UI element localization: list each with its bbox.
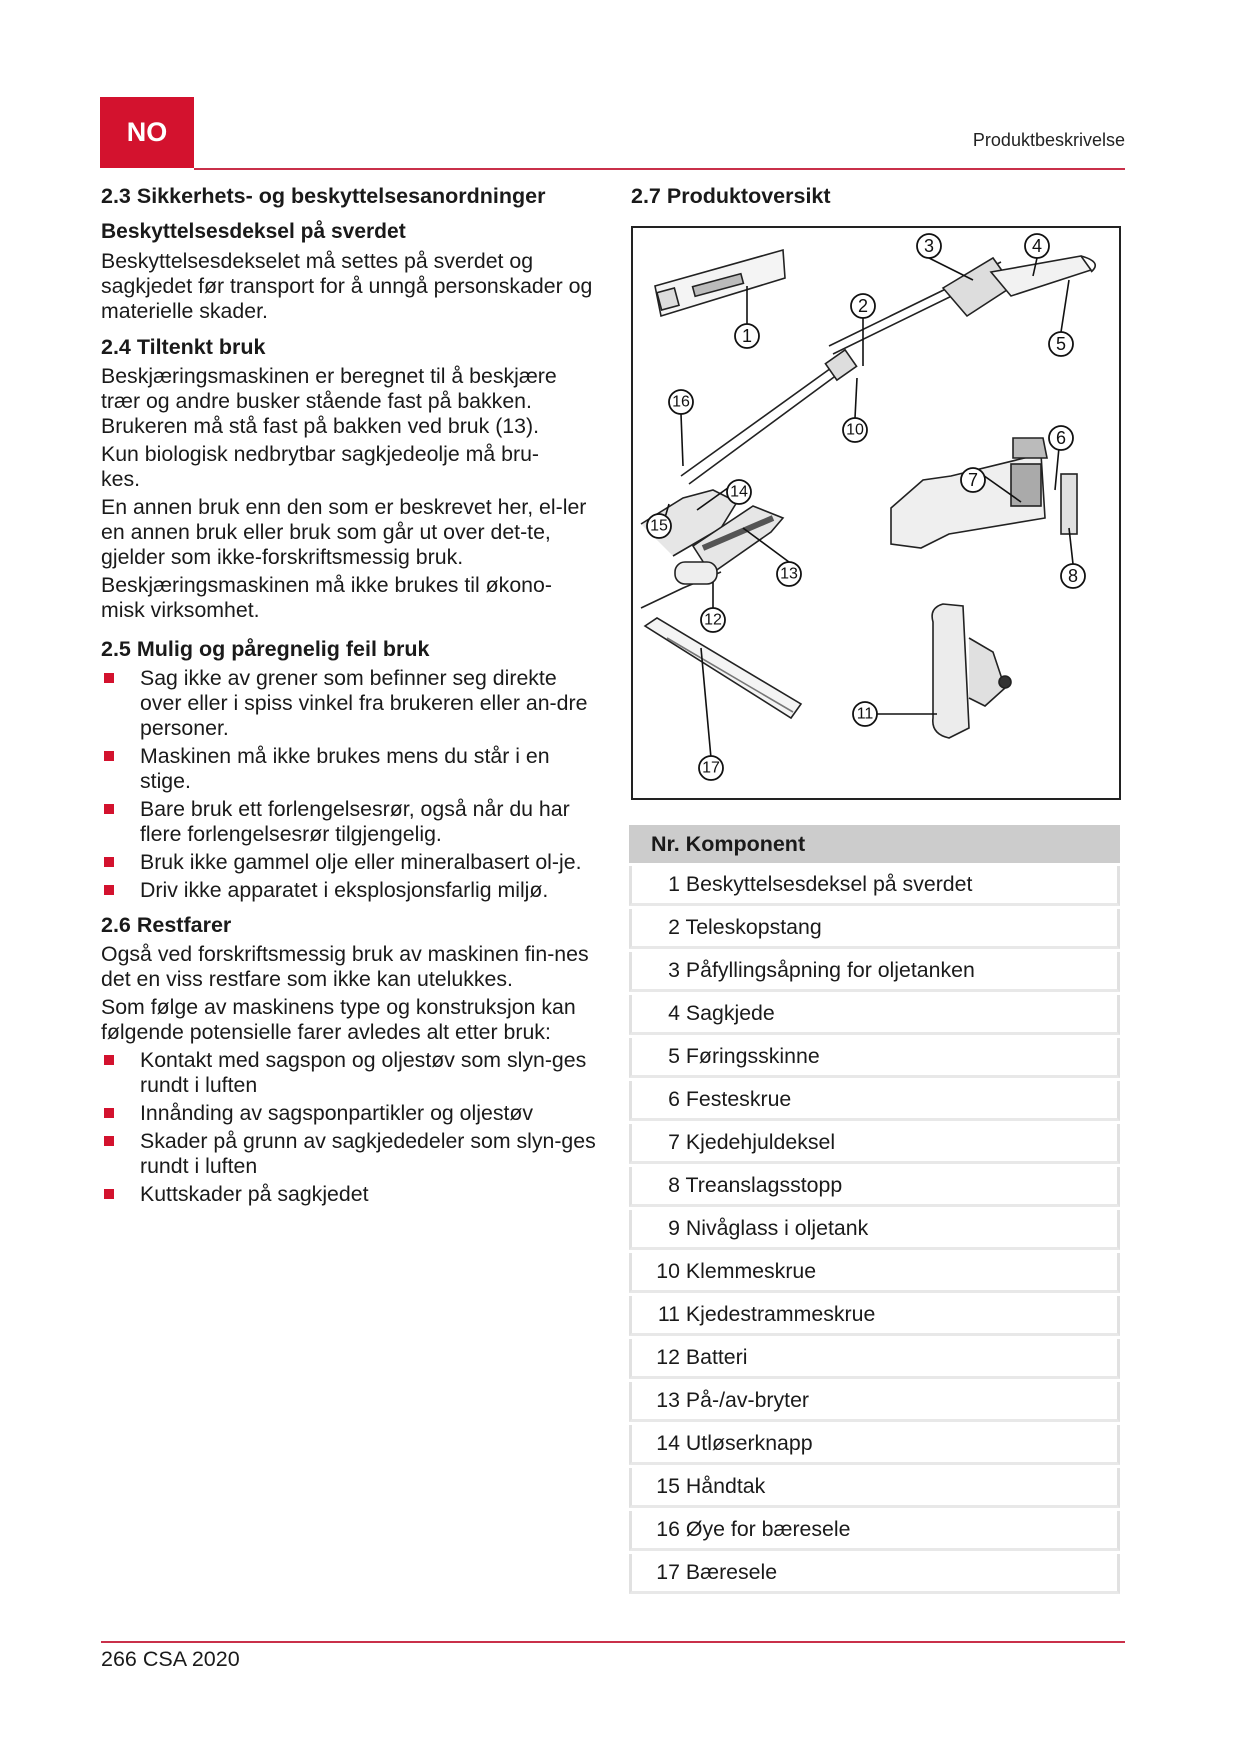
heading-2-4: 2.4 Tiltenkt bruk xyxy=(101,335,266,359)
residual-list xyxy=(101,1048,601,1207)
table-row xyxy=(629,909,1120,949)
callout-8 xyxy=(1061,564,1085,588)
svg-text:7: 7 xyxy=(967,470,979,490)
list-item: Maskinen må ikke brukes mens du står i en stige. xyxy=(101,744,601,794)
component-number: 9 xyxy=(668,1216,680,1240)
callout-5 xyxy=(1049,332,1073,356)
component-name: Festeskrue xyxy=(685,1087,792,1111)
list-item: Innånding av sagsponpartikler og oljestøv xyxy=(101,1101,601,1126)
component-number: 16 xyxy=(656,1517,680,1541)
paragraph-residual-2: Som følge av maskinens type og konstruksjon kan følgende potensielle farer avledes alt etter bruk: xyxy=(101,995,576,1044)
svg-text:13: 13 xyxy=(780,565,798,583)
heading-2-6: 2.6 Restfarer xyxy=(101,913,232,937)
component-number: 7 xyxy=(668,1130,680,1154)
component-number: 13 xyxy=(656,1388,680,1412)
heading-2-5: 2.5 Mulig og påregnelig feil bruk xyxy=(101,637,430,661)
list-item: Driv ikke apparatet i eksplosjonsfarlig miljø. xyxy=(101,878,601,903)
component-name: Øye for bæresele xyxy=(685,1517,851,1541)
callout-1 xyxy=(735,324,759,348)
svg-text:14: 14 xyxy=(730,483,748,501)
svg-text:10: 10 xyxy=(846,421,864,439)
component-number: 3 xyxy=(668,958,680,982)
table-row xyxy=(629,1124,1120,1164)
table-row xyxy=(629,995,1120,1035)
table-cell xyxy=(629,1124,1120,1164)
svg-text:3: 3 xyxy=(923,236,935,256)
component-number: 15 xyxy=(656,1474,680,1498)
list-item: Skader på grunn av sagkjededeler som slyn-ges rundt i luften xyxy=(101,1129,601,1179)
svg-text:4: 4 xyxy=(1031,236,1043,256)
language-tab: NO xyxy=(100,97,194,168)
callout-13 xyxy=(777,562,801,586)
component-number: 10 xyxy=(656,1259,680,1283)
table-header xyxy=(629,825,1120,863)
table-row xyxy=(629,1382,1120,1422)
callout-10 xyxy=(843,418,867,442)
table-cell xyxy=(629,1554,1120,1594)
component-number: 12 xyxy=(656,1345,680,1369)
component-name: Håndtak xyxy=(685,1474,766,1498)
header-component: Komponent xyxy=(685,831,806,856)
table-cell xyxy=(629,1167,1120,1207)
left-column xyxy=(101,182,601,1207)
callout-15 xyxy=(647,514,671,538)
table-row xyxy=(629,1167,1120,1207)
table-row xyxy=(629,1468,1120,1508)
callout-7 xyxy=(961,468,985,492)
component-name: Kjedehjuldeksel xyxy=(685,1130,836,1154)
product-figure xyxy=(631,226,1121,800)
table-row xyxy=(629,1339,1120,1379)
table-row xyxy=(629,1511,1120,1551)
component-name: Bæresele xyxy=(685,1560,778,1584)
table-body xyxy=(629,866,1120,1594)
callout-3 xyxy=(917,234,941,258)
svg-text:8: 8 xyxy=(1067,566,1079,586)
paragraph-intended-use-3: En annen bruk enn den som er beskrevet her, el-ler en annen bruk eller bruk som går ut over det-te, gjelder som ikke-forskriftsmessig bruk. xyxy=(101,495,587,569)
table-cell xyxy=(629,909,1120,949)
table-cell xyxy=(629,1468,1120,1508)
paragraph-intended-use-2: Kun biologisk nedbrytbar sagkjedeolje må bru-kes. xyxy=(101,442,540,491)
table-cell xyxy=(629,1511,1120,1551)
table-row xyxy=(629,1554,1120,1594)
table-row xyxy=(629,1425,1120,1465)
table-header-row xyxy=(629,825,1120,863)
component-number: 17 xyxy=(656,1560,680,1584)
component-name: Påfyllingsåpning for oljetanken xyxy=(685,958,975,982)
callout-14 xyxy=(727,480,751,504)
paragraph-guard: Beskyttelsesdekselet må settes på sverdet og sagkjedet før transport for å unngå personskader og materielle skader. xyxy=(101,249,593,323)
component-number: 6 xyxy=(668,1087,680,1111)
heading-2-3: 2.3 Sikkerhets- og beskyttelsesanordninger xyxy=(101,184,546,208)
svg-text:2: 2 xyxy=(857,296,869,316)
component-name: Nivåglass i oljetank xyxy=(685,1216,869,1240)
component-name: Kjedestrammeskrue xyxy=(685,1302,876,1326)
footer-divider xyxy=(101,1641,1125,1643)
svg-text:15: 15 xyxy=(650,517,668,535)
section-title: Produktbeskrivelse xyxy=(972,130,1125,150)
header-divider xyxy=(194,168,1125,170)
callout-2 xyxy=(851,294,875,318)
component-name: Føringsskinne xyxy=(685,1044,820,1068)
table-cell xyxy=(629,1339,1120,1379)
table-row xyxy=(629,1253,1120,1293)
table-cell xyxy=(629,952,1120,992)
callout-11 xyxy=(853,702,877,726)
table-cell xyxy=(629,1210,1120,1250)
component-number: 11 xyxy=(657,1302,680,1326)
paragraph-intended-use-4: Beskjæringsmaskinen må ikke brukes til økono-misk virksomhet. xyxy=(101,573,552,622)
table-cell xyxy=(629,1382,1120,1422)
component-name: På-/av-bryter xyxy=(685,1388,810,1412)
component-number: 4 xyxy=(668,1001,680,1025)
callout-12 xyxy=(701,608,725,632)
svg-text:11: 11 xyxy=(856,705,874,723)
component-number: 1 xyxy=(668,872,680,896)
table-cell xyxy=(629,1081,1120,1121)
table-row xyxy=(629,1210,1120,1250)
svg-text:5: 5 xyxy=(1055,334,1067,354)
component-name: Klemmeskrue xyxy=(685,1259,817,1283)
svg-text:6: 6 xyxy=(1055,428,1067,448)
callout-4 xyxy=(1025,234,1049,258)
table-cell xyxy=(629,995,1120,1035)
component-number: 8 xyxy=(668,1173,680,1197)
table-row xyxy=(629,1081,1120,1121)
component-number: 14 xyxy=(656,1431,680,1455)
svg-text:1: 1 xyxy=(741,326,753,346)
header-nr: Nr. xyxy=(651,831,680,856)
list-item: Bare bruk ett forlengelsesrør, også når du har flere forlengelsesrør tilgjengelig. xyxy=(101,797,601,847)
table-row xyxy=(629,866,1120,906)
table-row xyxy=(629,1296,1120,1336)
list-item: Bruk ikke gammel olje eller mineralbasert ol-je. xyxy=(101,850,601,875)
component-name: Treanslagsstopp xyxy=(685,1173,843,1197)
page-footer: 266 CSA 2020 xyxy=(101,1647,240,1671)
misuse-list xyxy=(101,666,601,903)
paragraph-residual-1: Også ved forskriftsmessig bruk av maskinen fin-nes det en viss restfare som ikke kan utelukkes. xyxy=(101,942,589,991)
table-row xyxy=(629,952,1120,992)
list-item: Kuttskader på sagkjedet xyxy=(101,1182,601,1207)
component-name: Batteri xyxy=(685,1345,748,1369)
callout-16 xyxy=(669,390,693,414)
list-item: Sag ikke av grener som befinner seg direkte over eller i spiss vinkel fra brukeren eller an-dre personer. xyxy=(101,666,601,741)
component-name: Teleskopstang xyxy=(685,915,822,939)
component-number: 5 xyxy=(668,1044,680,1068)
component-table xyxy=(629,822,1120,1597)
callout-6 xyxy=(1049,426,1073,450)
svg-text:17: 17 xyxy=(702,759,720,777)
svg-text:12: 12 xyxy=(704,611,722,629)
svg-text:16: 16 xyxy=(672,393,690,411)
component-name: Sagkjede xyxy=(685,1001,775,1025)
table-cell xyxy=(629,1296,1120,1336)
table-cell xyxy=(629,1253,1120,1293)
table-cell xyxy=(629,1038,1120,1078)
table-cell xyxy=(629,866,1120,906)
product-illustration xyxy=(633,228,1119,798)
component-name: Utløserknapp xyxy=(685,1431,813,1455)
table-cell xyxy=(629,1425,1120,1465)
heading-2-7: 2.7 Produktoversikt xyxy=(631,184,831,208)
subheading-guard: Beskyttelsesdeksel på sverdet xyxy=(101,220,406,243)
component-name: Beskyttelsesdeksel på sverdet xyxy=(685,872,973,896)
callout-17 xyxy=(699,756,723,780)
component-number: 2 xyxy=(668,915,680,939)
table-row xyxy=(629,1038,1120,1078)
list-item: Kontakt med sagspon og oljestøv som slyn-ges rundt i luften xyxy=(101,1048,601,1098)
paragraph-intended-use-1: Beskjæringsmaskinen er beregnet til å beskjære trær og andre busker stående fast på bakken. Brukeren må stå fast på bakken ved bruk (13). xyxy=(101,364,557,438)
